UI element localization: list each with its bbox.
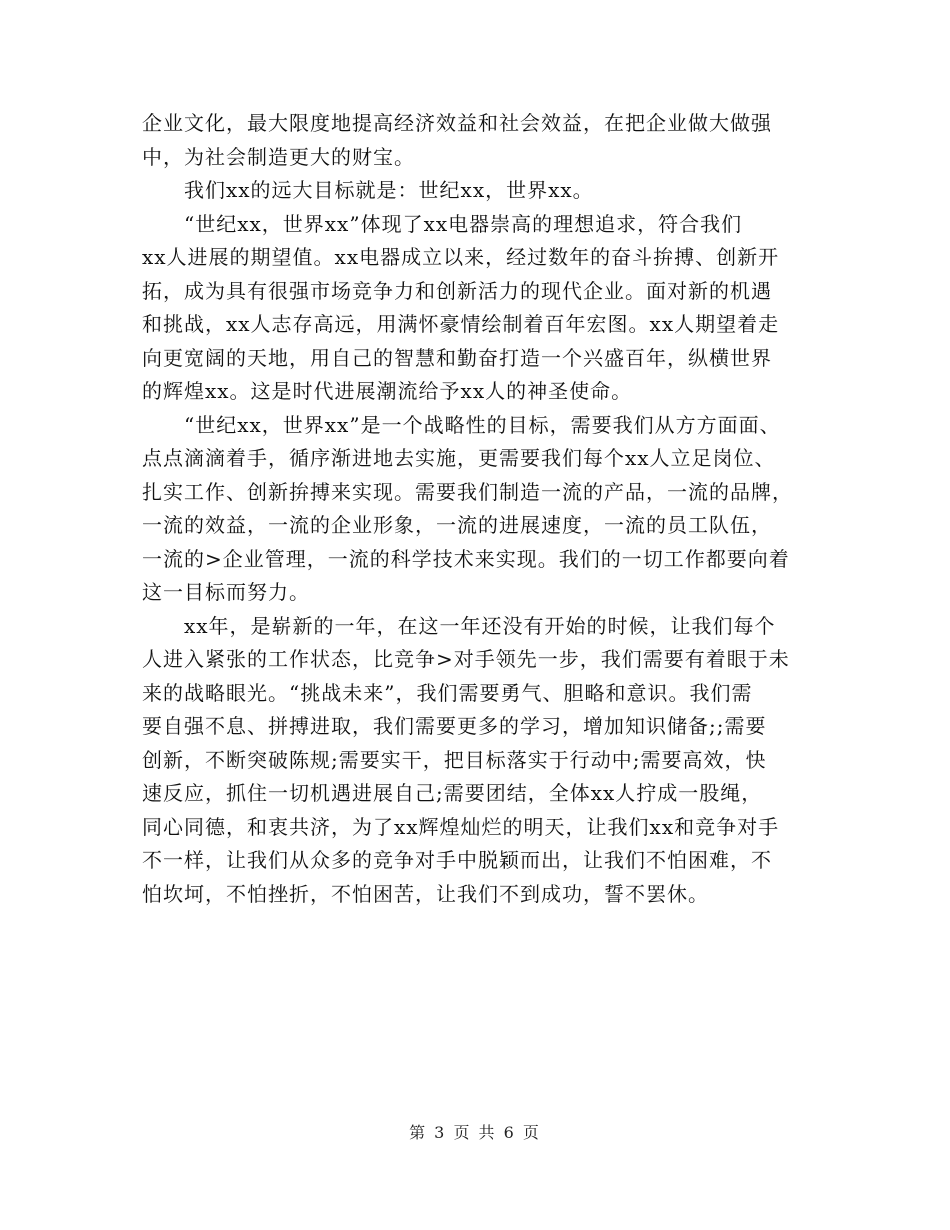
text-line: 的辉煌xx。这是时代进展潮流给予xx人的神圣使命。: [142, 379, 633, 403]
text-line: 要自强不息、拼搏进取，我们需要更多的学习，增加知识储备;;需要: [142, 714, 767, 738]
page-number-footer: 第 3 页 共 6 页: [409, 1123, 541, 1142]
text-line: 企业文化，最大限度地提高经济效益和社会效益，在把企业做大做强: [142, 111, 772, 135]
text-line: 这一目标而努力。: [142, 580, 310, 604]
text-line: 一流的效益，一流的企业形象，一流的进展速度，一流的员工队伍，: [142, 513, 772, 537]
text-line: “世纪xx，世界xx”是一个战略性的目标，需要我们从方方面面、: [142, 412, 781, 437]
text-line: 扎实工作、创新拚搏来实现。需要我们制造一流的产品，一流的品牌，: [142, 479, 793, 504]
text-line: 我们xx的远大目标就是：世纪xx，世界xx。: [142, 178, 594, 202]
text-line: 不一样，让我们从众多的竞争对手中脱颖而出，让我们不怕困难，不: [142, 848, 772, 872]
text-line: xx年，是崭新的一年，在这一年还没有开始的时候，让我们每个: [142, 613, 776, 638]
text-line: 点点滴滴着手，循序渐进地去实施，更需要我们每个xx人立足岗位、: [142, 446, 776, 470]
text-line: 一流的>企业管理，一流的科学技术来实现。我们的一切工作都要向着: [142, 546, 790, 571]
text-line: 创新，不断突破陈规;需要实干，把目标落实于行动中;需要高效，快: [142, 747, 767, 772]
text-line: 拓，成为具有很强市场竞争力和创新活力的现代企业。面对新的机遇: [142, 278, 772, 303]
body-text: [142, 107, 822, 911]
text-line: 和挑战，xx人志存高远，用满怀豪情绘制着百年宏图。xx人期望着走: [142, 312, 780, 336]
text-line: “世纪xx，世界xx”体现了xx电器崇高的理想追求，符合我们: [142, 211, 743, 236]
text-line: 来的战略眼光。“挑战未来”，我们需要勇气、胆略和意识。我们需: [142, 680, 753, 705]
text-line: 怕坎坷，不怕挫折，不怕困苦，让我们不到成功，誓不罢休。: [142, 881, 709, 906]
text-line: 速反应，抓住一切机遇进展自己;需要团结，全体xx人拧成一股绳，: [142, 781, 763, 805]
text-line: 同心同德，和衷共济，为了xx辉煌灿烂的明天，让我们xx和竞争对手: [142, 814, 780, 839]
text-line: 向更宽阔的天地，用自己的智慧和勤奋打造一个兴盛百年，纵横世界: [142, 345, 772, 370]
text-line: xx人进展的期望值。xx电器成立以来，经过数年的奋斗拚搏、创新开: [142, 245, 780, 269]
text-line: 中，为社会制造更大的财宝。: [142, 144, 415, 169]
text-line: 人进入紧张的工作状态，比竞争>对手领先一步，我们需要有着眼于未: [142, 647, 790, 671]
